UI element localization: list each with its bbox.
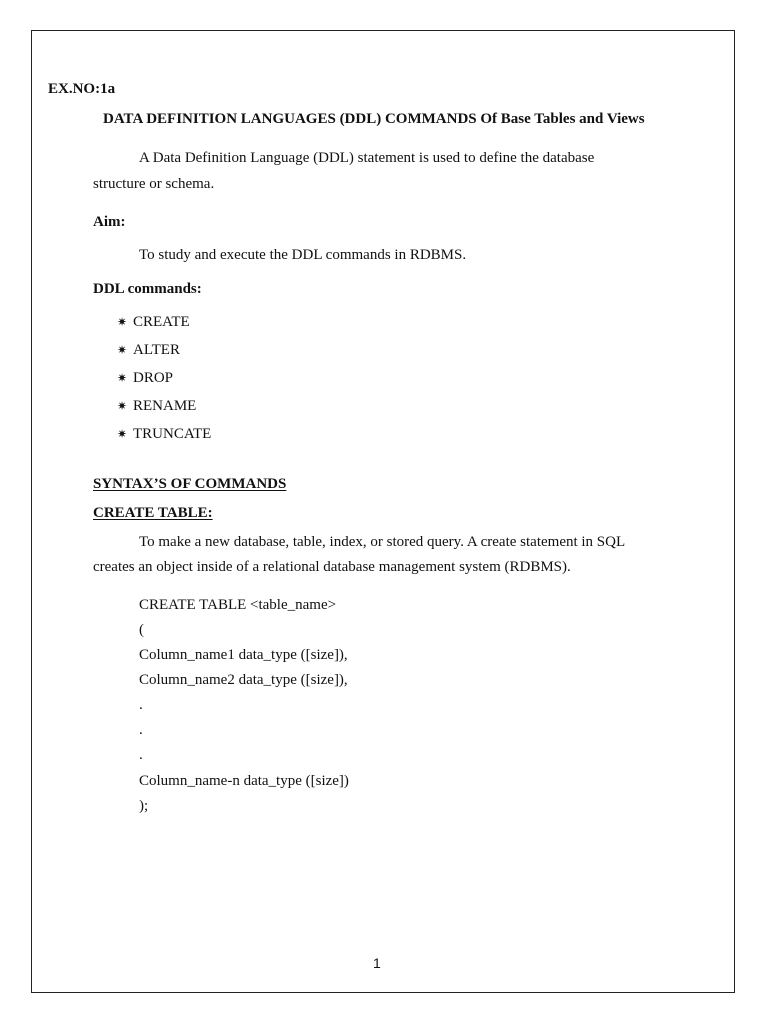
page-number: 1 xyxy=(373,955,381,971)
create-table-heading: CREATE TABLE: xyxy=(93,505,213,521)
star-bullet-icon: ✷ xyxy=(117,315,128,329)
intro-line-2: structure or schema. xyxy=(93,176,215,192)
syntax-line: ); xyxy=(139,798,149,814)
syntax-line: ( xyxy=(139,622,144,638)
ddl-commands-heading: DDL commands: xyxy=(93,281,202,297)
syntax-line: Column_name-n data_type ([size]) xyxy=(139,773,349,789)
syntax-line: . xyxy=(139,722,143,738)
syntax-line: Column_name1 data_type ([size]), xyxy=(139,647,348,663)
syntax-line: . xyxy=(139,697,143,713)
star-bullet-icon: ✷ xyxy=(117,427,128,441)
intro-line-1: A Data Definition Language (DDL) statement is used to define the database xyxy=(139,150,595,166)
syntax-line: Column_name2 data_type ([size]), xyxy=(139,672,348,688)
star-bullet-icon: ✷ xyxy=(117,343,128,357)
list-item: RENAME xyxy=(133,398,197,414)
star-bullet-icon: ✷ xyxy=(117,399,128,413)
aim-text: To study and execute the DDL commands in RDBMS. xyxy=(139,247,467,263)
aim-heading: Aim: xyxy=(93,214,126,230)
create-table-desc-line-1: To make a new database, table, index, or stored query. A create statement in SQL xyxy=(139,534,626,550)
list-item: TRUNCATE xyxy=(133,426,212,442)
syntax-line: . xyxy=(139,747,143,763)
exercise-number: EX.NO:1a xyxy=(48,81,116,97)
star-bullet-icon: ✷ xyxy=(117,371,128,385)
syntax-line: CREATE TABLE <table_name> xyxy=(139,597,337,613)
document-title: DATA DEFINITION LANGUAGES (DDL) COMMANDS Of Base Tables and Views xyxy=(103,111,645,127)
list-item: ALTER xyxy=(133,342,180,358)
list-item: CREATE xyxy=(133,314,190,330)
syntax-section-heading: SYNTAX’S OF COMMANDS xyxy=(93,476,287,492)
create-table-desc-line-2: creates an object inside of a relational database management system (RDBMS). xyxy=(93,559,571,575)
list-item: DROP xyxy=(133,370,174,386)
